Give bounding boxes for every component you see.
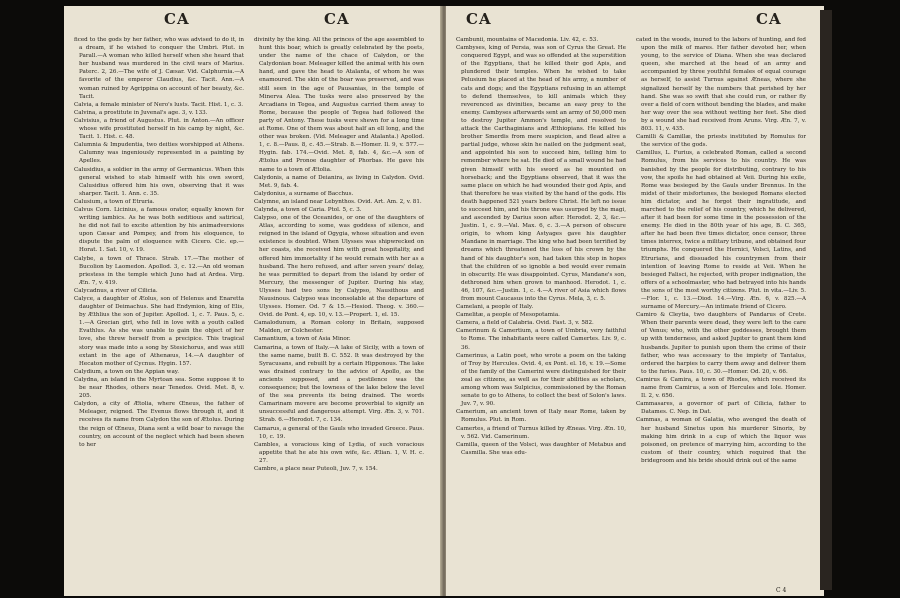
book-cover-edge bbox=[820, 10, 832, 590]
dictionary-entry: Camerinus, a Latin poet, who wrote a poem on the taking of Troy by Hercules. Ovid. 4, ex Pont. el. 16, v. 19.—Some of the family of the Camerini were distinguished for their zeal as citizens, as well as for their abilities as scholars, among whom was Sulpicius, commissioned by the Roman senate to go to Athens, to collect the best of Solon's laws. Juv. 7, v. 90. bbox=[456, 352, 626, 408]
dictionary-entry: Camarina, a town of Italy.—A lake of Sicily, with a town of the same name, built B. C. 552. It was destroyed by the Syracusans, and rebuilt by a certain Hipponous. The lake was drained contrary to the advice of Apollo, as the ancients supposed, and a pestilence was the consequence; but the lowness of the lake below the level of the sea prevents its being drained. The words Camarinam movere are become proverbial to signify an unsuccessful and dangerous attempt. Virg. Æn. 3, v. 701. Strab. 6.—Herodot. 7, c. 134. bbox=[254, 344, 424, 424]
dictionary-entry: Calvina, a prostitute in Juvenal's age. 3, v. 133. bbox=[74, 109, 208, 116]
dictionary-entry: Calynda, a town of Caria. Ptol. 5, c. 3. bbox=[254, 206, 362, 213]
dictionary-entry: Calydonis, a name of Deianira, as living in Calydon. Ovid. Met. 9, fab. 4. bbox=[254, 174, 424, 189]
dictionary-entry: Camertes, a friend of Turnus killed by Æneas. Virg. Æn. 10, v. 562. Vid. Camerinum. bbox=[456, 425, 626, 440]
dictionary-entry: Camilla, queen of the Volsci, was daughter of Metabus and Casmilla. She was edu- bbox=[456, 441, 626, 456]
dictionary-entry: Camirus & Camira, a town of Rhodes, which received its name from Camirus, a son of Hercules and Iole. Homer. Il. 2, v. 656. bbox=[636, 376, 806, 400]
right-page-header bbox=[446, 6, 824, 32]
dictionary-entry: Calypso, one of the Oceanides, or one of the daughters of Atlas, according to some, was goddess of silence, and reigned in the island of Ogygia, whose situation and even existence is doubted. When Ulysses was shipwrecked on her coasts, she received him with great hospitality, and offered him immortality if he would remain with her as a husband. The hero refused, and after seven years' delay, he was permitted to depart from the island by order of Mercury, the messenger of Jupiter. During his stay, Ulysses had two sons by Calypso, Nausithous and Nausinous. Calypso was inconsolable at the departure of Ulysses. Homer. Od. 7 & 15.—Hesiod. Theog. v. 360.—Ovid. de Pont. 4, ep. 10, v. 13.—Propert. 1, el. 15. bbox=[254, 215, 424, 319]
dictionary-entry: Camantium, a town of Asia Minor. bbox=[254, 336, 351, 343]
dictionary-entry: Calycadnus, a river of Cilicia. bbox=[74, 287, 158, 294]
dictionary-entry: Camalodunum, a Roman colony in Britain, supposed Malden, or Colchester. bbox=[254, 320, 424, 335]
right-page-column-1 bbox=[456, 36, 626, 588]
left-page bbox=[64, 6, 442, 596]
dictionary-entry: ficed to the gods by her father, who was advised to do it, in a dream, if he wished to conquer the Umbri. Plut. in Parall.—A woman who killed herself when she heard that her husband was murdered in the civil wars of Marius. Paterc. 2, 26.—The wife of J. Cæsar. Vid. Calphurnia.—A favorite of the emperor Claudius, &c. Tacit. Ann.—A woman ruined by Agrippina on account of her beauty, &c. Tacit. bbox=[74, 37, 244, 100]
dictionary-entry: Calusium, a town of Etruria. bbox=[74, 198, 155, 205]
left-page-column-2 bbox=[254, 36, 424, 588]
dictionary-entry: Camilli & Camillæ, the priests instituted by Romulus for the service of the gods. bbox=[636, 134, 806, 149]
dictionary-entry: Calymne, an island near Lebynthos. Ovid. Art. Am. 2, v. 81. bbox=[254, 198, 422, 205]
dictionary-entry: Cambre, a place near Puteoli, Juv. 7, v. 154. bbox=[254, 465, 378, 472]
dictionary-entry: Camerium, an ancient town of Italy near Rome, taken by Romulus. Plut. in Rom. bbox=[456, 409, 626, 424]
dictionary-entry: Calvia, a female minister of Nero's lusts. Tacit. Hist. 1, c. 3. bbox=[74, 101, 244, 108]
dictionary-entry: Camerinum & Camertium, a town of Umbria, very faithful to Rome. The inhabitants were called Camertes. Liv. 9, c. 36. bbox=[456, 328, 626, 351]
left-page-header bbox=[64, 6, 442, 32]
signature-mark: C 4 bbox=[776, 587, 787, 594]
dictionary-entry: Calumnia & Impudentia, two deities worshipped at Athens. Calumny was ingeniously represented in a painting by Apelles. bbox=[74, 142, 244, 165]
right-page bbox=[446, 6, 824, 596]
left-page-column-1 bbox=[74, 36, 244, 588]
dictionary-entry: Cambunii, mountains of Macedonia. Liv. 42, c. 53. bbox=[456, 37, 599, 43]
left-running-head-right: CA bbox=[324, 10, 350, 28]
dictionary-entry: Calyce, a daughter of Æolus, son of Helenus and Enaretta daughter of Deimachus. She had Endymion, king of Elis, by Æthlius the son of Jupiter. Apollod. 1, c. 7. Paus. 5, c. 1.—A Grecian girl, who fell in love with a youth called Evathlus. As she was unable to gain the object of her love, she threw herself from a precipice. This tragical story was made into a song by Stesichorus, and was still extant in the age of Athenæus, 14.—A daughter of Hecaton mother of Cycnus. Hygin. 157. bbox=[74, 296, 244, 367]
dictionary-entry: Calydon, a city of Ætolia, where Œneus, the father of Meleager, reigned. The Evenus flows through it, and it receives its name from Calydon the son of Ætolus. During the reign of Œneus, Diana sent a wild boar to ravage the country, on account of the neglect which had been shewn to her bbox=[74, 401, 244, 448]
dictionary-entry: Camelitæ, a people of Mesopotamia. bbox=[456, 312, 560, 319]
left-running-head-left: CA bbox=[164, 10, 190, 28]
open-book bbox=[64, 6, 824, 596]
dictionary-entry: Camiro & Cleytia, two daughters of Pandarus of Crete. When their parents were dead, they were left to the care of Venus; who, with the other goddesses, brought them up with tenderness, and asked Jupiter to grant them kind husbands. Jupiter to punish upon them the crime of their father, who was accessary to the impiety of Tantalus, ordered the harpies to carry them away and deliver them to the furies. Paus. 10, c. 30.—Homer. Od. 20, v. 66. bbox=[636, 312, 806, 375]
dictionary-entry: cated in the woods, inured to the labors of hunting, and fed upon the milk of mares. Her father devoted her, when young, to the service of Diana. When she was declared queen, she marched at the head of an army and accompanied by three youthful females of equal courage as herself, to assist Turnus against Æneas, where she signalized herself by the numbers that perished by her hand. She was so swift that she could run, or rather fly over a field of corn without bending the blades, and make her way over the sea without wetting her feet. She died by a wound she had received from Aruns. Virg. Æn. 7, v. 803. 11, v. 435. bbox=[636, 37, 806, 133]
dictionary-entry: Camelani, a people of Italy. bbox=[456, 304, 534, 311]
dictionary-entry: Calydna, an island in the Myrtoan sea. Some suppose it to be near Rhodes, others near Tenedos. Ovid. Met. 8, v. 205. bbox=[74, 376, 244, 400]
dictionary-entry: Calvus Corn. Licinius, a famous orator, equally known for writing iambics. As he was both seditious and satirical, he did not fail to excite attention by his animadversions upon Cæsar and Pompey, and from his eloquence, to dispute the palm of eloquence with Cicero. Cic. ep.—Horat. 1. Sat. 10, v. 19. bbox=[74, 206, 244, 254]
dictionary-entry: Camera, a field of Calabria. Ovid. Fast. 3, v. 582. bbox=[456, 320, 594, 327]
dictionary-entry: Calydium, a town on the Appian way. bbox=[74, 368, 180, 375]
dictionary-entry: Cambles, a voracious king of Lydia, of such voracious appetite that he ate his own wife, &c. Ælian. 1, V. H. c. 27. bbox=[254, 441, 424, 464]
right-page-column-2 bbox=[636, 36, 806, 588]
dictionary-entry: divinity by the king. All the princes of the age assembled to hunt this boar, which is greatly celebrated by the poets, under the name of the chace of Calydon, or the Calydonian boar. Meleager killed the animal with his own hand, and gave the head to Atalanta, of whom he was enamoured. The skin of the boar was preserved, and was still seen in the age of Pausanias, in the temple of Minerva Alea. The tusks were also preserved by the Arcadians in Tegea, and Augustus carried them away to Rome, because the people of Tegea had followed the party of Antony. These tusks were shewn for a long time at Rome. One of them was about half an ell long, and the other was broken. (Vid. Meleager and Atalanta.) Apollod. 1, c. 8.—Paus. 8, c. 45.—Strab. 8.—Homer. Il. 9, v. 577.—Hygin. fab. 174.—Ovid. Met. 8, fab. 4, &c.—A son of Ætolus and Pronoe daughter of Phorbas. He gave his name to a town of Ætolia. bbox=[254, 37, 424, 173]
dictionary-entry: Calusidius, a soldier in the army of Germanicus. When this general wished to stab himself with his own sword, Calusidius offered him his own, observing that it was sharper. Tacit. 1. Ann. c. 35. bbox=[74, 166, 244, 197]
dictionary-entry: Camarus, a general of the Gauls who invaded Greece. Paus. 10, c. 19. bbox=[254, 425, 424, 440]
dictionary-entry: Calvisius, a friend of Augustus. Plut. in Anton.—An officer whose wife prostituted herself in his camp by night, &c. Tacit. 1. Hist. c. 48. bbox=[74, 117, 244, 141]
dictionary-entry: Cammasares, a governor of part of Cilicia, father to Datames. C. Nep. in Dat. bbox=[636, 401, 806, 416]
right-running-head-right: CA bbox=[756, 10, 782, 28]
right-running-head-left: CA bbox=[466, 10, 492, 28]
dictionary-entry: Calybe, a town of Thrace. Strab. 17.—The mother of Bucolion by Laomedon. Apollod. 3, c. 12.—An old woman priestess in the temple which Juno had at Ardea. Virg. Æn. 7, v. 419. bbox=[74, 255, 244, 286]
dictionary-entry: Cambyses, king of Persia, was son of Cyrus the Great. He conquered Egypt, and was so offended at the superstition of the Egyptians, that he killed their god Apis, and plundered their temples. When he wished to take Pelusium he placed at the head of his army, a number of cats and dogs; and the Egyptians refusing in an attempt to defend themselves, to kill animals which they reverenced as divinities, became an easy prey to the enemy. Cambyses afterwards sent an army of 50,000 men to destroy Jupiter Ammon's temple, and resolved to attack the Carthaginians and Æthiopians. He killed his brother Smerdis from mere suspicion, and flead alive a partial judge, whose skin he nailed on the judgment seat, and appointed his son to succeed him, telling him to remember where he sat. He died of a small wound he had given himself with his sword as he mounted on horseback; and the Egyptians observed, that it was the same place on which he had wounded their god Apis, and that therefore he was visited by the hand of the gods. His death happened 521 years before Christ. He left no issue to succeed him, and his throne was usurped by the magi, and ascended by Darius soon after. Herodot. 2, 3, &c.—Justin. 1, c. 9.—Val. Max. 6, c. 3.—A person of obscure origin, to whom king Astyages gave his daughter Mandane in marriage. The king who had been terrified by dreams which threatened the loss of his crown by the hand of his daughter's son, had taken this step in hopes that the children of so ignoble a bed would ever remain in obscurity. He was disappointed. Cyrus, Mandane's son, dethroned him when grown to manhood. Herodot. 1, c. 46, 107, &c.—Justin. 1, c. 4.—A river of Asia which flows from mount Caucasus into the Cyrus. Mela, 3, c. 5. bbox=[456, 45, 626, 302]
dictionary-entry: Camillus, L. Furius, a celebrated Roman, called a second Romulus, from his services to his country. He was banished by the people for distributing, contrary to his vow, the spoils he had obtained at Veii. During his exile, Rome was besieged by the Gauls under Brennus. In the midst of their misfortunes, the besieged Romans elected him dictator, and he forgot their ingratitude, and marched to the relief of his country, which he delivered, after it had been for some time in the possession of the enemy. He died in the 80th year of his age, B. C. 365, after he had been five times dictator, once censor, three times interrex, twice a military tribune, and obtained four triumphs. He conquered the Hernici, Volsci, Latins, and Etrurians, and dissuaded his countrymen from their intention of leaving Rome to reside at Veii. When he besieged Falisci, he rejected, with proper indignation, the offers of a schoolmaster, who had betrayed into his hands the sons of the most worthy citizens. Plut. in vita.—Liv. 5.—Flor. 1, c. 13.—Diod. 14.—Virg. Æn. 6, v. 825.—A surname of Mercury.—An intimate friend of Cicero. bbox=[636, 150, 806, 311]
dictionary-entry: Calydonius, a surname of Bacchus. bbox=[254, 190, 354, 197]
dictionary-entry: Cammas, a woman of Galatia, who avenged the death of her husband Sinetus upon his murderer Sinorix, by making him drink in a cup of which the liquor was poisoned, on pretence of marrying him, according to the custom of their country, which required that the bridegroom and his bride should drink out of the same bbox=[636, 417, 806, 464]
